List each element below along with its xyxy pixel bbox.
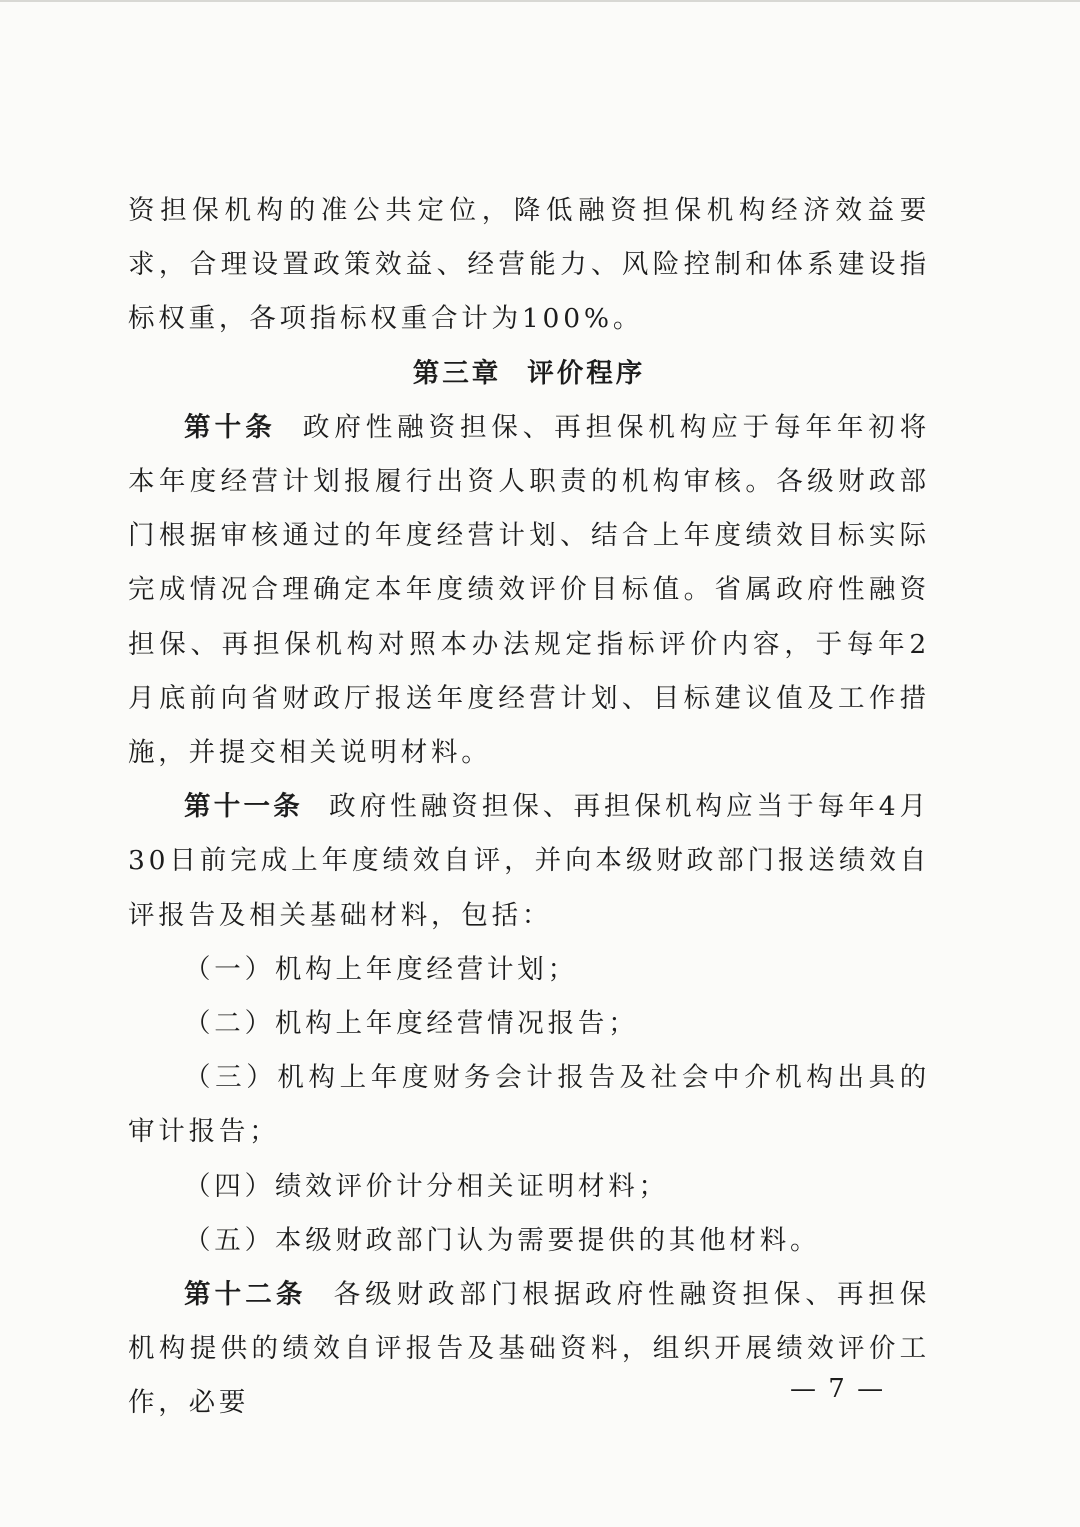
page-number: — 7 —	[790, 1374, 886, 1404]
article-number: 第十二条	[184, 1279, 307, 1311]
list-item: （一）机构上年度经营计划；	[184, 953, 578, 985]
article-12	[128, 1268, 930, 1431]
chapter-title: 评价程序	[527, 357, 646, 389]
scan-top-edge	[0, 0, 1080, 2]
article-10	[128, 401, 930, 780]
document-body	[128, 184, 930, 1431]
list-item: （四）绩效评价计分相关证明材料；	[184, 1170, 669, 1202]
list-item: （五）本级财政部门认为需要提供的其他材料。	[184, 1224, 821, 1256]
article-text: 政府性融资担保、再担保机构应于每年年初将本年度经营计划报履行出资人职责的机构审核。各级财政部门根据审核通过的年度经营计划、结合上年度绩效目标实际完成情况合理确定本年度绩效评价目标值。省属政府性融资担保、再担保机构对照本办法规定指标评价内容，于每年2月底前向省财政厅报送年度经营计划、目标建议值及工作措施，并提交相关说明材料。	[128, 411, 931, 769]
article-text: 政府性融资担保、再担保机构应当于每年4月30日前完成上年度绩效自评，并向本级财政部门报送绩效自评报告及相关基础材料，包括：	[128, 791, 930, 931]
chapter-number: 第三章	[412, 357, 502, 389]
article-number: 第十条	[184, 411, 276, 443]
list-item: （二）机构上年度经营情况报告；	[184, 1008, 639, 1040]
article-11	[128, 780, 930, 943]
continuation-paragraph: 资担保机构的准公共定位，降低融资担保机构经济效益要求，合理设置政策效益、经营能力、风险控制和体系建设指标权重，各项指标权重合计为100%。	[128, 195, 930, 335]
article-number: 第十一条	[184, 791, 303, 823]
article-text: 各级财政部门根据政府性融资担保、再担保机构提供的绩效自评报告及基础资料，组织开展绩效评价工作，必要	[128, 1279, 931, 1419]
chapter-heading	[128, 347, 930, 401]
list-item: （三）机构上年度财务会计报告及社会中介机构出具的审计报告；	[128, 1062, 930, 1148]
